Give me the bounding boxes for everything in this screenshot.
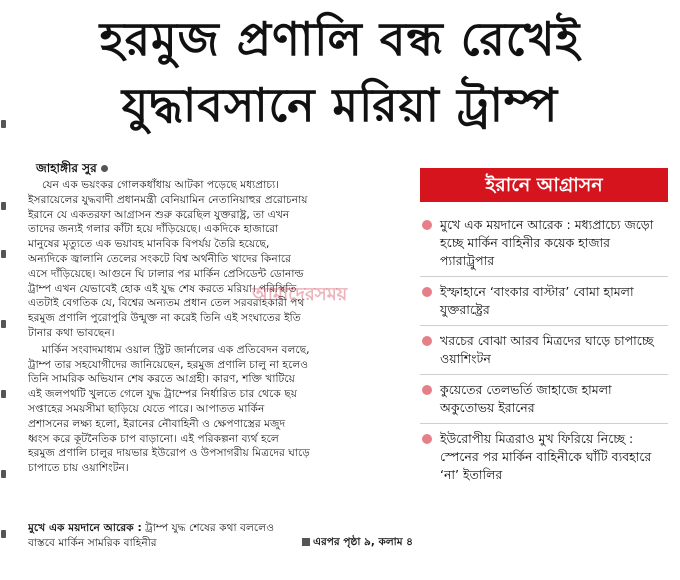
jump-square-icon xyxy=(302,538,310,546)
bullet-dot-icon xyxy=(422,220,432,230)
adjacent-column-edge xyxy=(0,60,8,560)
bullet-dot-icon xyxy=(422,385,432,395)
related-news-sidebar xyxy=(420,168,668,490)
article-line: ইসরায়েলের যুদ্ধবাদী প্রধানমন্ত্রী বেনিয়ামিন নেতানিয়াহুর প্ররোচনায় xyxy=(28,192,308,206)
article-line: হরমুজ প্রণালি চালুর দায়ভার ইউরোপ ও উপসাগরীয় মিত্রদের ঘাড়ে xyxy=(28,446,310,460)
article-line: হরমুজ প্রণালি পুরোপুরি উন্মুক্ত না করেই তিনি এই সংঘাতের ইতি xyxy=(28,311,301,325)
article-line: ইরানে যে একতরফা আগ্রাসন শুরু করেছিল যুক্তরাষ্ট্র, তা এখন xyxy=(28,207,290,221)
article-body xyxy=(28,178,413,478)
article-paragraph-2 xyxy=(28,343,413,476)
related-news-text: ইউরোপীয় মিত্ররাও মুখ ফিরিয়ে নিচ্ছে : স্পেনের পর মার্কিন বাহিনীকে ঘাঁটি ব্যবহারে ‘না’ ইতালির xyxy=(440,431,652,482)
related-news-text: ইস্ফাহানে ‘বাংকার বাস্টার’ বোমা হামলা যুক্তরাষ্ট্রের xyxy=(440,284,634,317)
article-line: সপ্তাহের সময়সীমা ছাড়িয়ে যেতে পারে। আপাতত মার্কিন xyxy=(28,401,265,415)
article-line: মানুষের মৃত্যুতে এক ভয়াবহ মানবিক বিপর্যয় তৈরি হয়েছে, xyxy=(28,237,270,251)
article-line: এসে দাঁড়িয়েছে। আগুনে ঘি ঢালার পর মার্কিন প্রেসিডেন্ট ডোনাল্ড xyxy=(28,266,304,280)
related-news-item[interactable] xyxy=(420,326,668,375)
page-jump[interactable] xyxy=(302,535,413,550)
teaser-line-2: বাস্তবে মার্কিন সামরিক বাহিনীর xyxy=(28,536,157,549)
author-name: জাহাঙ্গীর সুর xyxy=(36,161,97,175)
article-line: এই জলপথটি খুলতে গেলে যুদ্ধ ট্রাম্পের নির্ধারিত চার থেকে ছয় xyxy=(28,387,298,401)
article-line: মার্কিন সংবাদমাধ্যম ওয়াল স্ট্রিট জার্নালের এক প্রতিবেদন বলছে, xyxy=(42,342,310,356)
bullet-dot-icon xyxy=(422,287,432,297)
headline-line-2: যুদ্ধাবসানে মরিয়া ট্রাম্প xyxy=(121,78,559,132)
article-line: ধ্বংস করে কূটনৈতিক চাপ বাড়ানো। এই পরিকল্পনা ব্যর্থ হলে xyxy=(28,431,279,445)
related-news-text: খরচের বোঝা আরব মিত্রদের ঘাড়ে চাপাচ্ছে ওয়াশিংটন xyxy=(440,333,654,366)
continuation-teaser xyxy=(28,520,413,550)
headline xyxy=(20,6,660,138)
article-line: ট্রাম্প এখন যেভাবেই হোক এই যুদ্ধ শেষ করতে মরিয়া। পরিস্থিতি xyxy=(28,281,297,295)
bullet-dot-icon xyxy=(422,336,432,346)
page-jump-label: এরপর পৃষ্ঠা ৯, কলাম ৪ xyxy=(313,536,413,548)
related-news-item[interactable] xyxy=(420,210,668,277)
article-line: টানার কথা ভাবছেন। xyxy=(28,325,115,339)
related-news-list xyxy=(420,210,668,490)
related-news-text: মুখে এক ময়দানে আরেক : মধ্যপ্রাচ্যে জড়ো হচ্ছে মার্কিন বাহিনীর কয়েক হাজার প্যারাট্রুপার xyxy=(440,217,654,268)
byline-dot-icon xyxy=(101,165,108,172)
related-news-item[interactable] xyxy=(420,375,668,424)
teaser-text: ট্রাম্প যুদ্ধ শেষের কথা বললেও xyxy=(141,521,275,534)
sidebar-title: ইরানে আগ্রাসন xyxy=(420,168,668,202)
bullet-dot-icon xyxy=(422,434,432,444)
article-line: ট্রাম্প তার সহযোগীদের জানিয়েছেন, হরমুজ প্রণালি চালু না হলেও xyxy=(28,357,309,371)
headline-line-1: হরমুজ প্রণালি বন্ধ রেখেই xyxy=(99,12,581,66)
article-line: তাদের জন্যই গলার কাঁটা হয়ে দাঁড়িয়েছে। একদিকে হাজারো xyxy=(28,222,279,236)
related-news-text: কুয়েতের তেলভর্তি জাহাজে হামলা অকুতোভয় ইরানের xyxy=(440,382,612,415)
article-line: চাপাতে চায় ওয়াশিংটন। xyxy=(28,461,129,475)
teaser-line-1 xyxy=(28,520,413,535)
related-news-item[interactable] xyxy=(420,424,668,490)
article-line: প্রশাসনের লক্ষ্য হলো, ইরানের নৌবাহিনী ও ক্ষেপণাস্ত্রের মজুদ xyxy=(28,416,286,430)
article-line: তিনি সামরিক অভিযান শেষ করতে আগ্রহী। কারণ, শক্তি খাটিয়ে xyxy=(28,372,295,386)
article-line: অন্যদিকে জ্বালানি তেলের সংকটে বিশ্ব অর্থনীতি খাদের কিনারে xyxy=(28,251,292,265)
byline xyxy=(36,160,108,180)
article-paragraph-1 xyxy=(28,178,413,341)
article-line: যেন এক ভয়ংকর গোলকধাঁধায় আটকা পড়েছে মধ্যপ্রাচ্য। xyxy=(42,178,280,191)
related-news-item[interactable] xyxy=(420,277,668,326)
teaser-lead: মুখে এক ময়দানে আরেক : xyxy=(28,521,142,534)
article-line: এতটাই বেগতিক যে, বিশ্বের অন্যতম প্রধান তেল সরবরাহকারী পথ xyxy=(28,296,305,310)
publisher-watermark: আমাদেরসময় xyxy=(252,284,348,305)
